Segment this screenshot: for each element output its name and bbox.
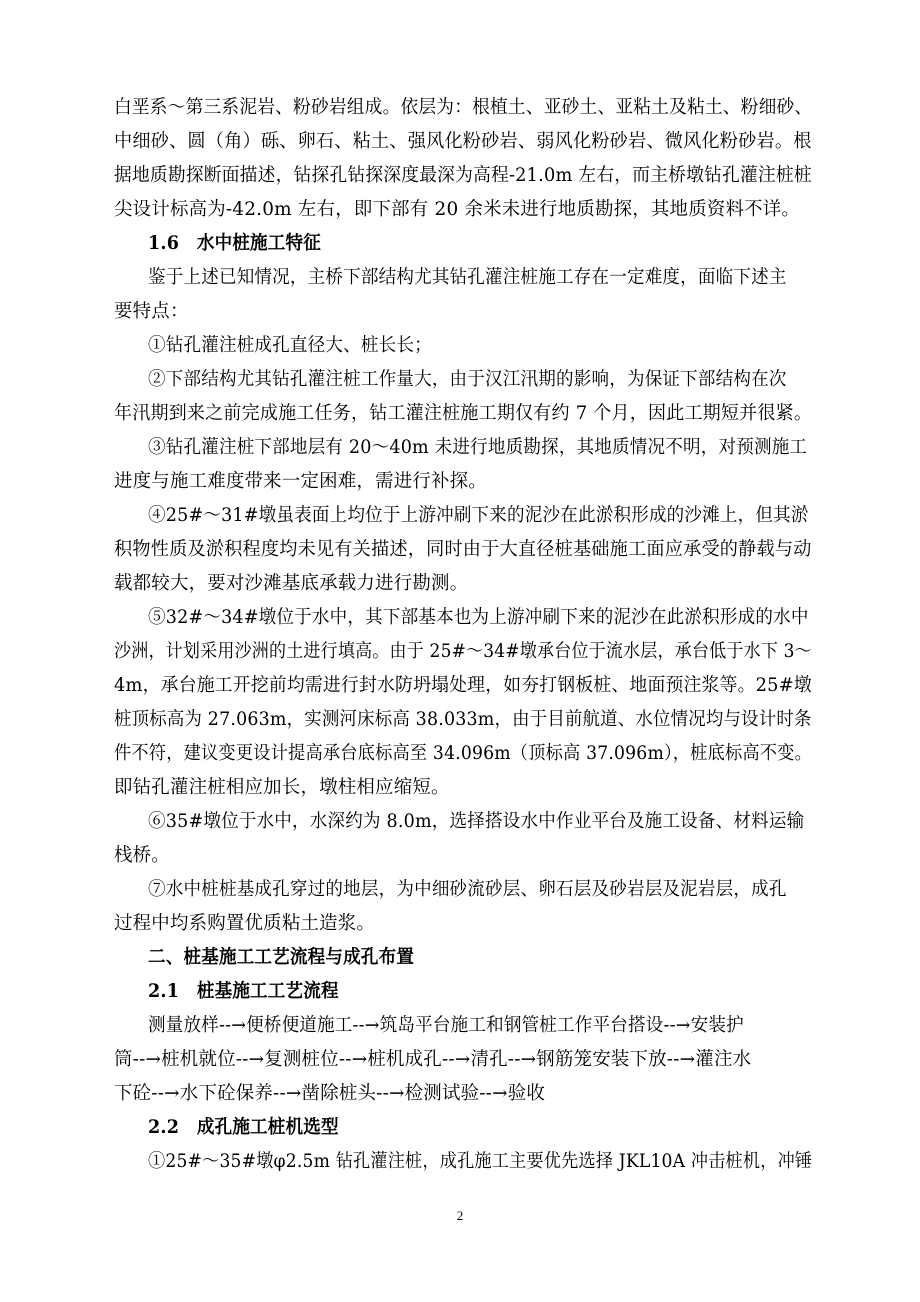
- text-line: 沙洲，计划采用沙洲的土进行填高。由于 25#～34#墩承台位于流水层，承台低于水下 3～: [114, 641, 812, 662]
- text-line: 白垩系～第三系泥岩、粉砂岩组成。依层为：根植土、亚砂土、亚粘土及粘土、粉细砂、: [114, 97, 813, 118]
- text-line: 尖设计标高为-42.0m 左右，即下部有 20 余米未进行地质勘探，其地质资料不详。: [114, 199, 801, 220]
- section-heading: 2.1 桩基施工工艺流程: [148, 981, 339, 1002]
- chapter-heading: 二、桩基施工工艺流程与成孔布置: [148, 947, 415, 968]
- text-line: 载都较大，要对沙滩基底承载力进行勘测。: [114, 573, 469, 594]
- text-line: 鉴于上述已知情况，主桥下部结构尤其钻孔灌注桩施工存在一定难度，面临下述主: [148, 267, 787, 288]
- process-flow-line: 测量放样--→便桥便道施工--→筑岛平台施工和钢管桩工作平台搭设--→安装护: [148, 1015, 744, 1036]
- text-line: 要特点：: [114, 301, 189, 322]
- text-line: 栈桥。: [114, 845, 170, 866]
- process-flow-line: 筒--→桩机就位--→复测桩位--→桩机成孔--→清孔--→钢筋笼安装下放--→灌注水: [114, 1049, 752, 1070]
- text-line: 桩顶标高为 27.063m，实测河床标高 38.033m，由于目前航道、水位情况均与设计时条: [114, 709, 812, 730]
- list-item: ③钻孔灌注桩下部地层有 20～40m 未进行地质勘探，其地质情况不明，对预测施工: [148, 437, 808, 458]
- text-line: 件不符，建议变更设计提高承台底标高至 34.096m（顶标高 37.096m），桩底标高不变。: [114, 743, 812, 764]
- list-item: ⑦水中桩桩基成孔穿过的地层，为中细砂流砂层、卵石层及砂岩层及泥岩层，成孔: [148, 879, 787, 900]
- list-item: ②下部结构尤其钻孔灌注桩工作量大，由于汉江汛期的影响，为保证下部结构在次: [148, 369, 787, 390]
- text-line: 进度与施工难度带来一定困难，需进行补探。: [114, 471, 487, 492]
- text-line: 据地质勘探断面描述，钻探孔钻探深度最深为高程-21.0m 左右，而主桥墩钻孔灌注桩桩: [114, 165, 812, 186]
- text-line: 4m，承台施工开挖前均需进行封水防坍塌处理，如夯打钢板桩、地面预注浆等。25#墩: [114, 675, 812, 696]
- process-flow-line: 下砼--→水下砼保养--→凿除桩头--→检测试验--→验收: [114, 1083, 546, 1104]
- text-line: 积物性质及淤积程度均未见有关描述，同时由于大直径桩基础施工面应承受的静载与动: [114, 539, 812, 560]
- section-heading: 1.6 水中桩施工特征: [148, 233, 322, 254]
- text-line: 过程中均系购置优质粘土造浆。: [114, 913, 376, 934]
- page-number: 2: [456, 1208, 464, 1223]
- text-line: 年汛期到来之前完成施工任务，钻工灌注桩施工期仅有约 7 个月，因此工期短并很紧。: [114, 403, 813, 424]
- list-item: ①25#～35#墩φ2.5m 钻孔灌注桩，成孔施工主要优先选择 JKL10A 冲击桩机，冲锤: [148, 1151, 813, 1172]
- list-item: ⑥35#墩位于水中，水深约为 8.0m，选择搭设水中作业平台及施工设备、材料运输: [148, 811, 805, 832]
- text-line: 中细砂、圆（角）砾、卵石、粘土、强风化粉砂岩、弱风化粉砂岩、微风化粉砂岩。根: [114, 131, 812, 152]
- section-heading: 2.2 成孔施工桩机选型: [148, 1117, 339, 1138]
- list-item: ①钻孔灌注桩成孔直径大、桩长长；: [148, 335, 432, 356]
- list-item: ⑤32#～34#墩位于水中，其下部基本也为上游冲刷下来的泥沙在此淤积形成的水中: [148, 607, 809, 628]
- text-line: 即钻孔灌注桩相应加长，墩柱相应缩短。: [114, 777, 450, 798]
- list-item: ④25#～31#墩虽表面上均位于上游冲刷下来的泥沙在此淤积形成的沙滩上，但其淤: [148, 505, 809, 526]
